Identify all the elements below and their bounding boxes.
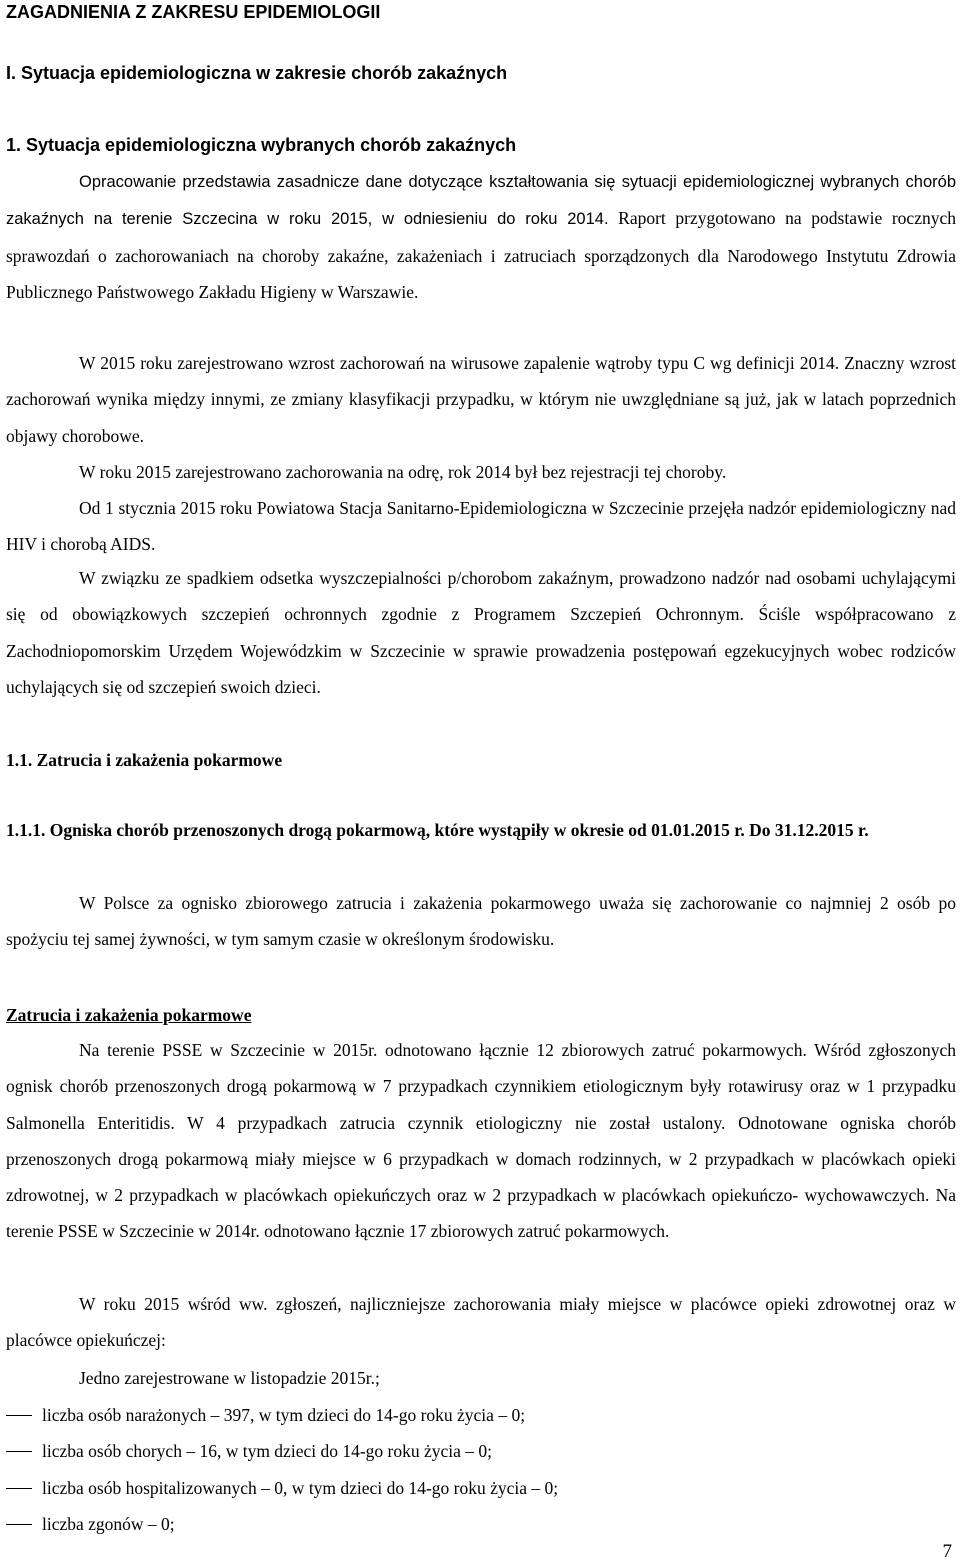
- paragraph-single-registered: Jedno zarejestrowane w listopadzie 2015r.;: [79, 1368, 380, 1388]
- bullet-item: liczba osób chorych – 16, w tym dzieci do 14-go roku życia – 0;: [6, 1439, 492, 1463]
- paragraph-definition: W Polsce za ognisko zbiorowego zatrucia i zakażenia pokarmowego uważa się zachorowanie co najmniej 2 osób po spożyciu tej samej żywności, w tym samym czasie w określonym środowisku.: [6, 893, 956, 950]
- subheading-food-poisoning: Zatrucia i zakażenia pokarmowe: [6, 1005, 252, 1025]
- paragraph-vaccination: W związku ze spadkiem odsetka wyszczepialności p/chorobom zakaźnym, prowadzono nadzór nad osobami uchylającymi się od obowiązkowych szczepień ochronnych zgodnie z Programem Szczepień Ochronnym. Ściśle współpracowano z Zachodniopomorskim Urzędem Wojewódzkim w Szczecinie w sprawie prowadzenia postępowań egzekucyjnych wobec rodziców uchylających się od szczepień swoich dzieci.: [6, 568, 956, 697]
- page-number: 7: [942, 1541, 952, 1562]
- dash-icon: [6, 1415, 32, 1416]
- bullet-item: liczba osób narażonych – 397, w tym dzieci do 14-go roku życia – 0;: [6, 1403, 525, 1427]
- intro-sans-run: Opracowanie przedstawia zasadnicze dane dotyczące kształtowania się sytuacji epidemiologicznej wybranych chorób zakaźnych na terenie Szczecina w roku 2015, w odniesieniu do roku 2014.: [6, 173, 956, 229]
- bullet-item: liczba osób hospitalizowanych – 0, w tym dzieci do 14-go roku życia – 0;: [6, 1476, 558, 1500]
- dash-icon: [6, 1488, 32, 1489]
- paragraph-outbreaks: Na terenie PSSE w Szczecinie w 2015r. odnotowano łącznie 12 zbiorowych zatruć pokarmowych. Wśród zgłoszonych ognisk chorób przenoszonych drogą pokarmową w 7 przypadkach czynnikiem etiologicznym były rotawirusy oraz w 1 przypadku Salmonella Enteritidis. W 4 przypadkach zatrucia czynnik etiologiczny nie został ustalony. Odnotowane ogniska chorób przenoszonych drogą pokarmową miały miejsce w 6 przypadkach w domach rodzinnych, w 2 przypadkach w placówkach opieki zdrowotnej, w 2 przypadkach w placówkach opiekuńczych oraz w 2 przypadkach w placówkach opiekuńczo- wychowawczych. Na terenie PSSE w Szczecinie w 2014r. odnotowano łącznie 17 zbiorowych zatruć pokarmowych.: [6, 1040, 956, 1242]
- bullet-item: liczba zgonów – 0;: [6, 1512, 175, 1536]
- paragraph-intro: [6, 163, 956, 310]
- paragraph-hcv: W 2015 roku zarejestrowano wzrost zachorowań na wirusowe zapalenie wątroby typu C wg definicji 2014. Znaczny wzrost zachorowań wynika między innymi, ze zmiany klasyfikacji przypadku, w którym nie uwzględniane są już, jak w latach poprzednich objawy chorobowe.: [6, 353, 956, 446]
- paragraph-hiv: Od 1 stycznia 2015 roku Powiatowa Stacja Sanitarno-Epidemiologiczna w Szczecinie przejęła nadzór epidemiologiczny nad HIV i chorobą AIDS.: [6, 498, 956, 555]
- dash-icon: [6, 1524, 32, 1525]
- section-heading-1: 1. Sytuacja epidemiologiczna wybranych chorób zakaźnych: [6, 135, 517, 155]
- paragraph-largest: W roku 2015 wśród ww. zgłoszeń, najliczniejsze zachorowania miały miejsce w placówce opieki zdrowotnej oraz w placówce opiekuńczej:: [6, 1294, 956, 1351]
- section-heading-1-1: 1.1. Zatrucia i zakażenia pokarmowe: [6, 750, 283, 770]
- dash-icon: [6, 1451, 32, 1452]
- intro-serif-run: Raport przygotowano na podstawie rocznych sprawozdań o zachorowaniach na choroby zakaźne, zakażeniach i zatruciach sporządzonych dla Narodowego Instytutu Zdrowia Publicznego Państwowego Zakładu Higieny w Warszawie.: [6, 208, 956, 302]
- section-heading-1-1-1: 1.1.1. Ogniska chorób przenoszonych drogą pokarmową, które wystąpiły w okresie od 01.01.2015 r. Do 31.12.2015 r.: [6, 820, 869, 840]
- main-title: ZAGADNIENIA Z ZAKRESU EPIDEMIOLOGII: [6, 2, 381, 22]
- section-heading-I: I. Sytuacja epidemiologiczna w zakresie chorób zakaźnych: [6, 63, 508, 83]
- paragraph-measles: W roku 2015 zarejestrowano zachorowania na odrę, rok 2014 był bez rejestracji tej choroby.: [79, 462, 727, 482]
